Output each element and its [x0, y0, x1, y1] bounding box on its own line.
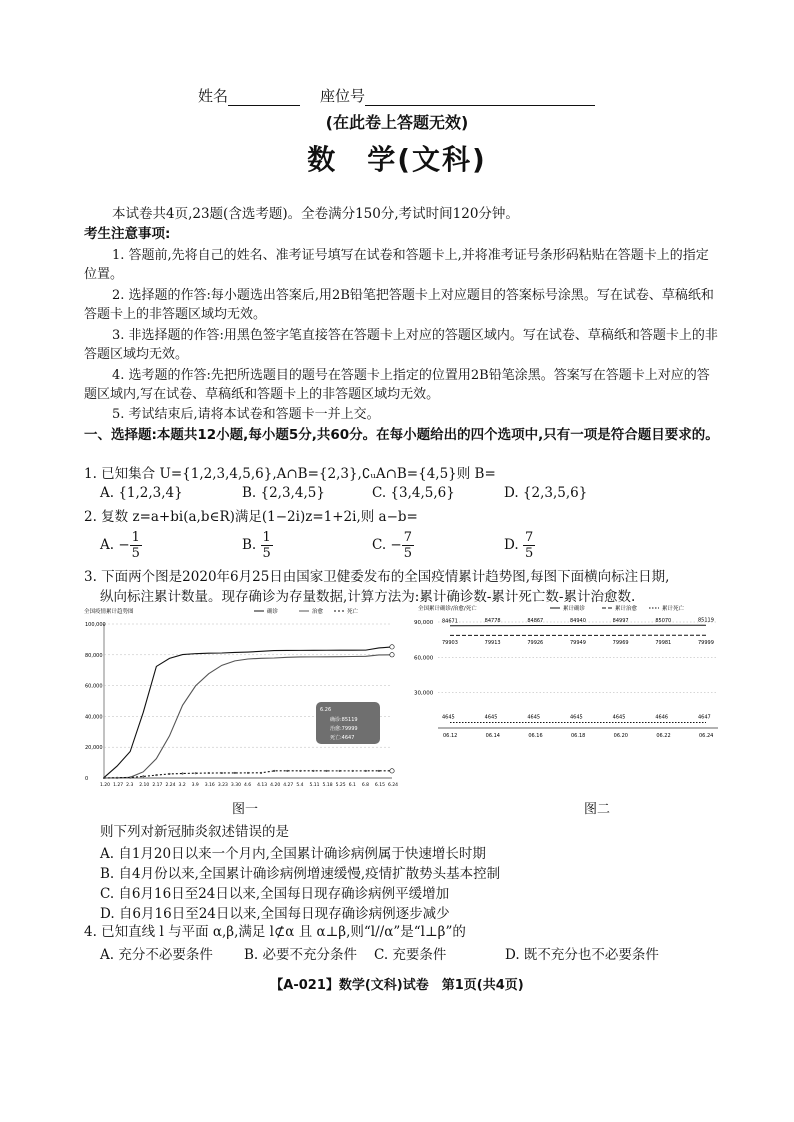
section-heading: 一、选择题:本题共12小题,每小题5分,共60分。在每小题给出的四个选项中,只有一项是符合题目要求的。: [84, 427, 719, 443]
fig1-x-tick: 5.11: [309, 783, 320, 788]
tooltip-confirmed: 确诊:85119: [330, 717, 358, 723]
fig1-title: 全国疫情累计趋势图: [84, 609, 134, 615]
fig1-point: [390, 769, 394, 773]
fig1-point: [326, 770, 327, 771]
fig1-point: [378, 770, 379, 771]
fig1-x-tick: 4.13: [257, 783, 268, 788]
fig2-data-label: 84997: [612, 617, 629, 624]
fig1-x-tick: 2.3: [126, 783, 134, 788]
fig2-data-label: 79949: [570, 639, 586, 646]
fig1-point: [182, 773, 183, 774]
fig2-y-tick: 30,000: [414, 690, 434, 697]
name-field: [198, 86, 300, 106]
fig2-data-label: 84867: [527, 618, 544, 625]
q1-option-b: B. {2,3,4,5}: [242, 485, 325, 501]
q2-c-label: C. −: [372, 537, 402, 553]
q3-prompt: 则下列对新冠肺炎叙述错误的是: [100, 824, 289, 840]
q2-option-b: [242, 530, 273, 561]
q1-option-c: C. {3,4,5,6}: [372, 485, 455, 501]
fig1-point: [143, 776, 144, 777]
fig1-x-tick: 6.24: [388, 783, 399, 788]
q2-b-fraction: $\frac{1}{5}$: [262, 530, 271, 561]
q2-a-fraction: $\frac{1}{5}$: [131, 530, 140, 561]
q3-option-a: A. 自1月20日以来一个月内,全国累计确诊病例属于快速增长时期: [100, 846, 486, 862]
note-item: 3. 非选择题的作答:用黑色签字笔直接答在答题卡上对应的答题区域内。写在试卷、草稿纸和答题卡上的非答题区域均无效。: [84, 328, 718, 362]
fig2-data-label: 85070: [655, 617, 672, 624]
q4-option-b: B. 必要不充分条件: [244, 947, 358, 963]
fig1-point: [247, 772, 248, 773]
fig1-x-tick: 2.24: [165, 783, 176, 788]
fig1-point: [390, 653, 394, 657]
intro-text: 本试卷共4页,23题(含选考题)。全卷满分150分,考试时间120分钟。: [112, 206, 519, 222]
q2-option-c: [372, 530, 414, 561]
q4-stem: 4. 已知直线 l 与平面 α,β,满足 l⊄α 且 α⊥β,则“l//α”是“l⊥β”的: [84, 924, 466, 940]
seat-label: 座位号: [320, 87, 366, 105]
note-item: 5. 考试结束后,请将本试卷和答题卡一并上交。: [112, 407, 380, 422]
fig1-legend-label: 确诊: [267, 609, 279, 615]
fig1-x-tick: 5.18: [322, 783, 333, 788]
fig1-x-tick: 3.2: [178, 783, 186, 788]
name-label: 姓名: [198, 87, 229, 105]
tooltip-cured: 治愈:79999: [330, 726, 358, 732]
fig2-data-label: 79999: [698, 639, 714, 646]
fig2-title: 全国累计确诊/治愈/死亡: [418, 606, 477, 612]
fig2-data-label: 84671: [442, 618, 458, 625]
fig2-data-label: 85119: [698, 617, 714, 624]
q4-option-a: A. 充分不必要条件: [100, 947, 213, 963]
fig1-point: [221, 772, 222, 773]
q4-option-c: C. 充要条件: [374, 947, 447, 963]
q2-d-fraction: $\frac{7}{5}$: [524, 530, 534, 561]
fig1-point: [390, 645, 394, 649]
fig1-x-tick: 3.16: [204, 783, 215, 788]
q1-option-d: D. {2,3,5,6}: [504, 485, 588, 501]
fig2-data-label: 79981: [655, 639, 672, 646]
fig1-x-tick: 3.30: [230, 783, 241, 788]
name-blank: [228, 89, 300, 106]
seat-field: [320, 86, 595, 106]
fig1-y-tick: 60,000: [85, 683, 103, 690]
fig2-data-label: 79926: [527, 639, 544, 646]
fig1-point: [129, 777, 130, 778]
fig2-legend-label: 累计死亡: [662, 606, 685, 612]
fig2-x-tick: 06.14: [485, 733, 500, 739]
fig1-x-tick: 4.20: [270, 783, 281, 788]
fig2-caption: 图二: [584, 802, 611, 817]
q3-stem-line1: 3. 下面两个图是2020年6月25日由国家卫健委发布的全国疫情累计趋势图,每图下面横向标注日期,: [84, 569, 670, 585]
note-item: 1. 答题前,先将自己的姓名、准考证号填写在试卷和答题卡上,并将准考证号条形码粘贴在答题卡上的指定位置。: [84, 248, 709, 282]
fig1-tooltip: [316, 702, 380, 744]
fig1-point: [339, 770, 340, 771]
notes-heading: 考生注意事项:: [84, 226, 171, 242]
fig2-data-label: 79903: [442, 639, 458, 646]
fig1-point: [103, 777, 104, 778]
q2-b-label: B.: [242, 537, 261, 553]
fig2-series-0: [450, 625, 706, 626]
fig2-y-tick: 60,000: [414, 655, 434, 662]
fig1-point: [313, 770, 314, 771]
fig1-legend-label: 治愈: [312, 609, 324, 615]
no-answer-notice: (在此卷上答题无效): [325, 113, 469, 132]
fig1-y-tick: 100,000: [85, 622, 106, 628]
q2-option-a: [100, 530, 142, 561]
fig1-point: [208, 772, 209, 773]
fig1-caption: 图一: [232, 802, 259, 817]
fig2-data-label: 4645: [442, 714, 455, 721]
fig2-legend-label: 累计确诊: [563, 606, 586, 612]
figure2-chart: [414, 602, 724, 752]
fig2-data-label: 84940: [570, 617, 586, 624]
q3-option-b: B. 自4月份以来,全国累计确诊病例增速缓慢,疫情扩散势头基本控制: [100, 866, 501, 882]
q2-option-d: [504, 530, 535, 561]
fig1-point: [273, 770, 274, 771]
fig1-x-tick: 6.15: [374, 783, 385, 788]
fig1-legend-label: 死亡: [347, 609, 359, 615]
fig1-x-tick: 6.1: [348, 783, 356, 788]
fig1-point: [169, 773, 170, 774]
fig1-x-tick: 3.23: [217, 783, 228, 788]
fig1-x-tick: 2.10: [139, 783, 150, 788]
fig2-data-label: 4647: [698, 714, 711, 721]
fig2-data-label: 4645: [570, 714, 583, 721]
fig1-point: [352, 770, 353, 771]
note-item: 4. 选考题的作答:先把所选题目的题号在答题卡上指定的位置用2B铅笔涂黑。答案写在答题卡上对应的答题区域内,写在试卷、草稿纸和答题卡上的非答题区域均无效。: [84, 368, 710, 402]
q4-option-d: D. 既不充分也不必要条件: [505, 947, 659, 963]
fig2-y-tick: 90,000: [414, 620, 434, 626]
fig1-y-tick: 80,000: [85, 652, 103, 659]
fig1-x-tick: 4.6: [244, 783, 252, 788]
fig1-point: [234, 772, 235, 773]
q3-option-d: D. 自6月16日至24日以来,全国每日现存确诊病例逐步减少: [100, 906, 450, 922]
page-footer: 【A-021】数学(文科)试卷 第1页(共4页): [270, 978, 524, 993]
fig2-x-tick: 06.16: [528, 733, 543, 739]
fig1-x-tick: 2.17: [152, 783, 163, 788]
fig2-data-label: 4645: [484, 714, 498, 721]
fig1-y-tick: 20,000: [85, 745, 103, 752]
fig2-x-tick: 06.20: [613, 733, 628, 739]
figure1-chart: [84, 606, 404, 792]
q2-d-label: D.: [504, 537, 523, 553]
fig1-x-tick: 1.27: [113, 783, 124, 788]
fig1-point: [156, 774, 157, 775]
fig1-x-tick: 5.25: [335, 783, 346, 788]
fig2-x-tick: 06.12: [443, 733, 458, 739]
fig2-data-label: 4645: [527, 714, 541, 721]
note-item: 2. 选择题的作答:每小题选出答案后,用2B铅笔把答题卡上对应题目的答案标号涂黑。写在试卷、草稿纸和答题卡上的非答题区域均无效。: [84, 288, 714, 322]
fig1-y-tick: 40,000: [85, 714, 103, 721]
fig1-x-tick: 1.20: [100, 783, 111, 788]
fig2-x-tick: 06.22: [656, 733, 671, 739]
fig2-x-tick: 06.24: [699, 733, 714, 739]
q2-c-fraction: $\frac{7}{5}$: [403, 530, 413, 561]
fig2-data-label: 79913: [484, 639, 501, 646]
fig2-data-label: 84778: [484, 618, 501, 625]
fig1-point: [116, 777, 117, 778]
fig1-point: [365, 770, 366, 771]
fig2-data-label: 79969: [612, 639, 629, 646]
q2-a-label: A. −: [100, 537, 130, 553]
fig1-x-tick: 3.9: [191, 783, 199, 788]
fig1-point: [260, 772, 261, 773]
q1-option-a: A. {1,2,3,4}: [100, 485, 183, 501]
seat-blank: [365, 89, 595, 106]
tooltip-dead: 死亡:4647: [330, 735, 355, 741]
fig1-point: [287, 770, 288, 771]
fig1-x-tick: 5.4: [296, 783, 304, 788]
fig2-data-label: 4645: [612, 714, 626, 721]
fig2-legend-label: 累计治愈: [615, 606, 638, 612]
fig1-point: [300, 770, 301, 771]
q3-stem-line2: 纵向标注累计数量。现存确诊为存量数据,计算方法为:累计确诊数-累计死亡数-累计治愈数.: [100, 589, 636, 605]
fig2-data-label: 4646: [655, 714, 669, 721]
fig1-x-tick: 6.8: [361, 783, 369, 788]
q1-stem: 1. 已知集合 U={1,2,3,4,5,6},A∩B={2,3},∁ᵤA∩B={4,5}则 B=: [84, 466, 496, 482]
fig1-x-tick: 4.27: [283, 783, 294, 788]
page-title: 数 学(文科): [307, 143, 487, 176]
fig1-y-tick: 0: [85, 776, 89, 782]
tooltip-date: 6.26: [320, 707, 332, 713]
fig2-x-tick: 06.18: [571, 733, 586, 739]
q3-option-c: C. 自6月16日至24日以来,全国每日现存确诊病例平缓增加: [100, 886, 450, 902]
q2-stem: 2. 复数 z=a+bi(a,b∈R)满足(1−2i)z=1+2i,则 a−b=: [84, 509, 418, 525]
fig1-point: [195, 772, 196, 773]
